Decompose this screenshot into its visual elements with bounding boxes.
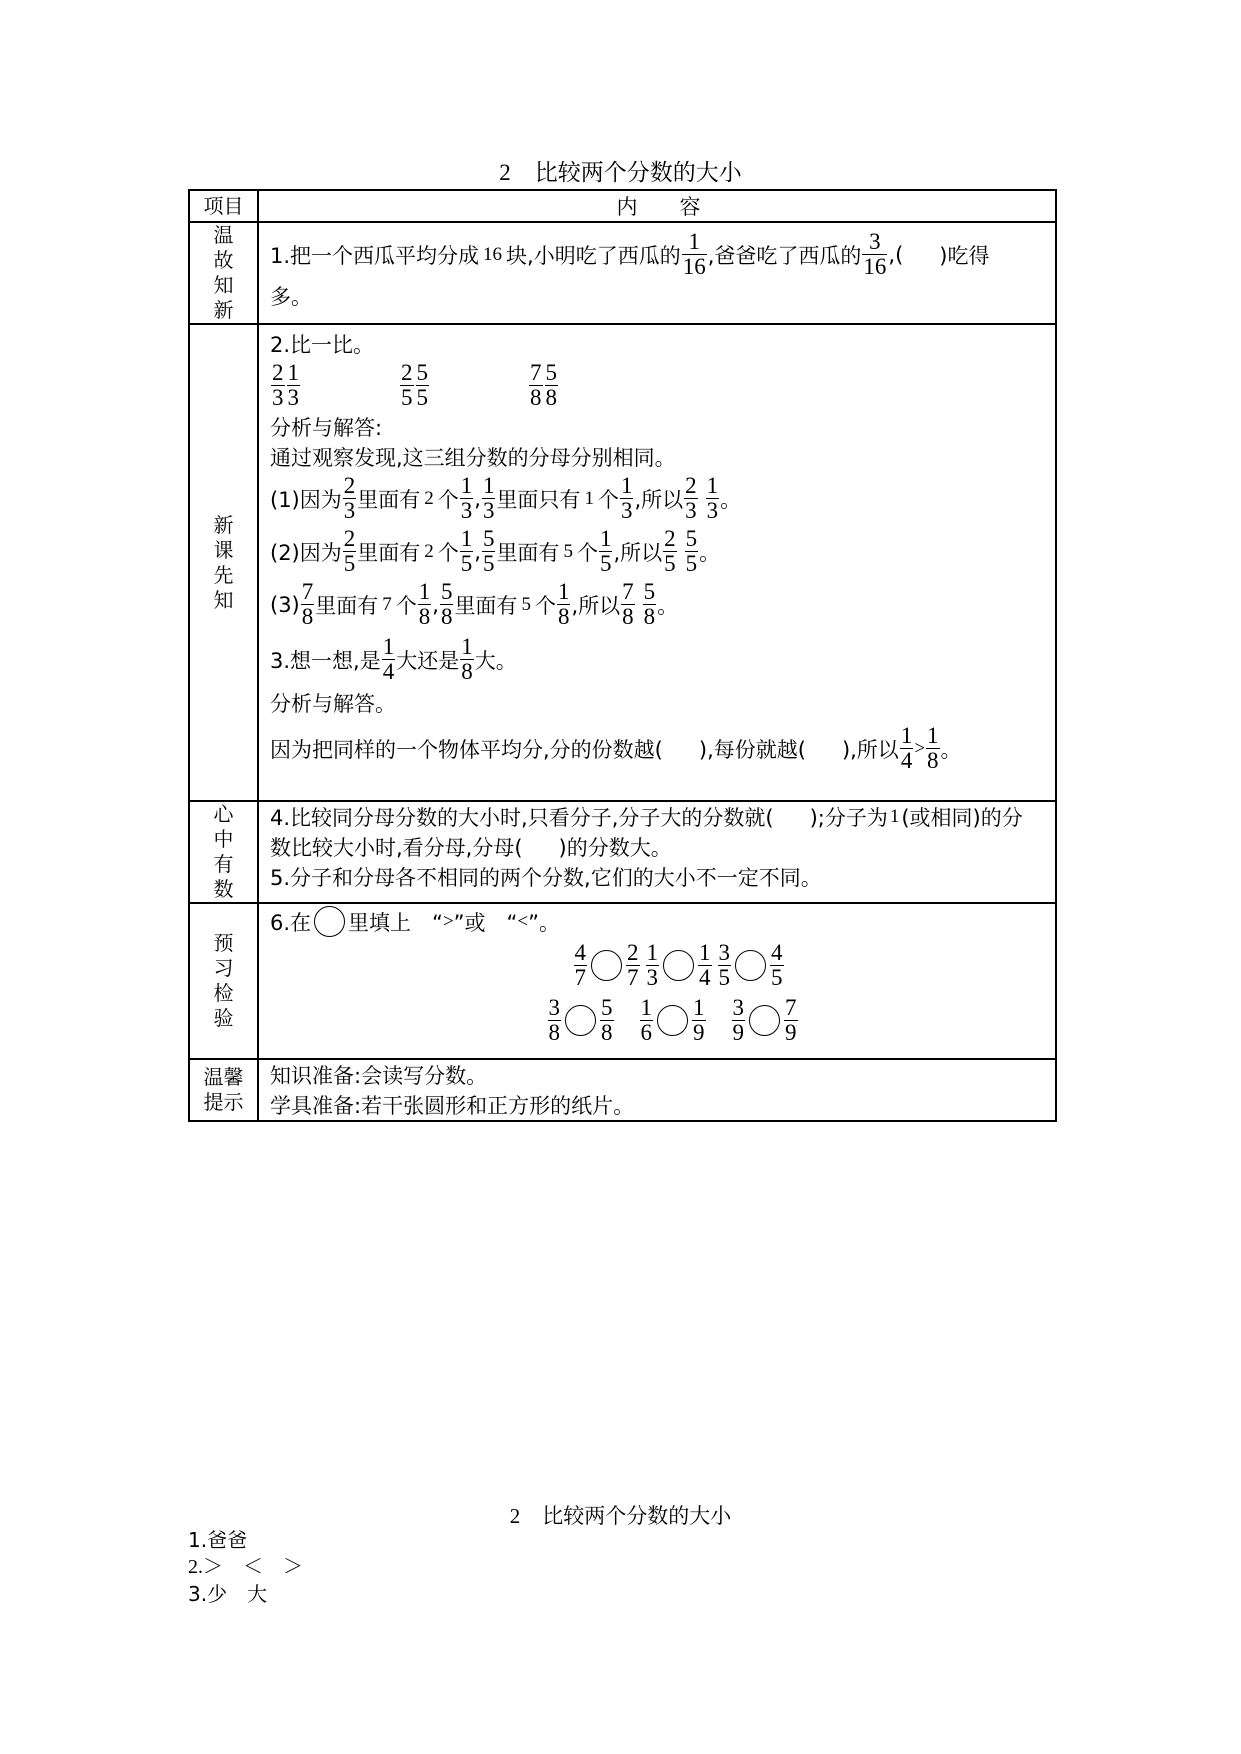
label-practice: 预 习 检 验 [189, 903, 258, 1059]
title-number: 2 [499, 160, 511, 185]
compare-circle[interactable] [657, 1005, 688, 1036]
compare-circle[interactable] [749, 1005, 780, 1036]
question-3: 3.想一想,是 $\frac{1}{4}$ 大还是 $\frac{1}{8}$ 大。 [270, 634, 517, 684]
question-1: 1.把一个西瓜平均分成 16 块,小明吃了西瓜的 $\frac{1}{16}$ ,爸爸吃了西瓜的 $\frac{3}{16}$ ,( )吃得 多。 [258, 222, 1056, 324]
page-title [0, 160, 1241, 186]
row-tips [189, 1059, 1056, 1121]
fraction: $\frac{3}{16}$ [863, 229, 887, 279]
compare-circle[interactable] [565, 1005, 596, 1036]
title-text: 比较两个分数的大小 [534, 160, 742, 186]
compare-pairs: $\frac{2}{3}$ $\frac{1}{3}$ $\frac{2}{5}$ $\frac{5}{5}$ $\frac{7}{8}$ $\frac{5}{8}$ [272, 360, 557, 410]
question-6: 6.在 里填上 “ > ”或 “ < ”。 $\frac{4}{7}$ $\frac{2}{7}$ $\frac{1}{3}$ $\frac{1}{4}$ $\frac{3}{5}$ $\frac{4}{5}$ $\frac{3}{8}$ $\frac{5}{8}$ $\frac{1}{6}$ $\frac{1}{9}$ $\frac{3}{9}$ $\frac{7}{9}$ [258, 903, 1056, 1059]
header-item: 项目 [189, 190, 258, 222]
label-review: 温 故 知 新 [189, 222, 258, 324]
compare-row-2: $\frac{3}{8}$ $\frac{5}{8}$ $\frac{1}{6}$ $\frac{1}{9}$ $\frac{3}{9}$ $\frac{7}{9}$ [548, 995, 797, 1045]
compare-circle[interactable] [735, 950, 766, 981]
answer-3: 3.少 大 [188, 1582, 268, 1606]
compare-row-1: $\frac{4}{7}$ $\frac{2}{7}$ $\frac{1}{3}$ $\frac{1}{4}$ $\frac{3}{5}$ $\frac{4}{5}$ [574, 940, 783, 990]
row-new-lesson [189, 324, 1056, 801]
label-summary: 心 中 有 数 [189, 801, 258, 903]
label-tips: 温馨 提示 [189, 1059, 258, 1121]
circle-icon [314, 906, 345, 937]
compare-circle[interactable] [663, 950, 694, 981]
row-practice [189, 903, 1056, 1059]
lesson-table [188, 189, 1057, 1122]
analysis-3: (3) $\frac{7}{8}$ 里面有 7 个 $\frac{1}{8}$ , $\frac{5}{8}$ 里面有 5 个 $\frac{1}{8}$ ,所以 $\frac{7}{8}$ $\frac{5}{8}$ 。 [270, 579, 679, 629]
answer-1: 1.爸爸 [188, 1528, 248, 1552]
answer-title: 2 比较两个分数的大小 [509, 1504, 732, 1528]
header-content: 内 容 [258, 190, 1056, 222]
answer-2: 2.＞ ＜ ＞ [188, 1556, 303, 1578]
question-4-5: 4.比较同分母分数的大小时,只看分子,分子大的分数就( );分子为 1 (或相同)的分 数比较大小时,看分母,分母( )的分数大。 5.分子和分母各不相同的两个分数,它们的大小不一定不同。 [258, 801, 1056, 903]
row-review [189, 222, 1056, 324]
fraction: $\frac{1}{16}$ [682, 229, 706, 279]
row-summary [189, 801, 1056, 903]
question-2-3: 2.比一比。 $\frac{2}{3}$ $\frac{1}{3}$ $\frac{2}{5}$ $\frac{5}{5}$ $\frac{7}{8}$ $\frac{5}{8}$ 分析与解答: 通过观察发现,这三组分数的分母分别相同。 (1)因为 $\frac{2}{3}$ 里面有 2 个 $\frac{1}{3}$ , $\frac{1}{3}$ 里面只有 1 个 $\frac{1}{3}$ ,所以 $\frac{2}{3}$ $\frac{1}{3}$ 。 (2)因为 $\frac{2}{5}$ 里面有 2 个 $\frac{1}{5}$ , $\frac{5}{5}$ 里面有 5 个 $\frac{1}{5}$ ,所以 $\frac{2}{5}$ $\frac{5}{5}$ 。 (3) $\frac{7}{8}$ 里面有 7 个 $\frac{1}{8}$ , $\frac{5}{8}$ 里面有 5 个 $\frac{1}{8}$ ,所以 $\frac{7}{8}$ $\frac{5}{8}$ 。 3.想一想,是 $\frac{1}{4}$ 大还是 $\frac{1}{8}$ 大。 分析与解答。 因为把同样的一个物体平均分,分的份数越( ),每份就越( ),所以 $\frac{1}{4}$ > $\frac{1}{8}$ 。 [258, 324, 1056, 801]
tips: 知识准备:会读写分数。 学具准备:若干张圆形和正方形的纸片。 [258, 1059, 1056, 1121]
compare-circle[interactable] [591, 950, 622, 981]
analysis-2: (2)因为 $\frac{2}{5}$ 里面有 2 个 $\frac{1}{5}$ , $\frac{5}{5}$ 里面有 5 个 $\frac{1}{5}$ ,所以 $\frac{2}{5}$ $\frac{5}{5}$ 。 [270, 526, 721, 576]
analysis-1: (1)因为 $\frac{2}{3}$ 里面有 2 个 $\frac{1}{3}$ , $\frac{1}{3}$ 里面只有 1 个 $\frac{1}{3}$ ,所以 $\frac{2}{3}$ $\frac{1}{3}$ 。 [270, 473, 742, 523]
header-row [189, 190, 1056, 222]
reason-line: 因为把同样的一个物体平均分,分的份数越( ),每份就越( ),所以 $\frac{1}{4}$ > $\frac{1}{8}$ 。 [270, 723, 962, 773]
label-new-lesson: 新 课 先 知 [189, 324, 258, 801]
